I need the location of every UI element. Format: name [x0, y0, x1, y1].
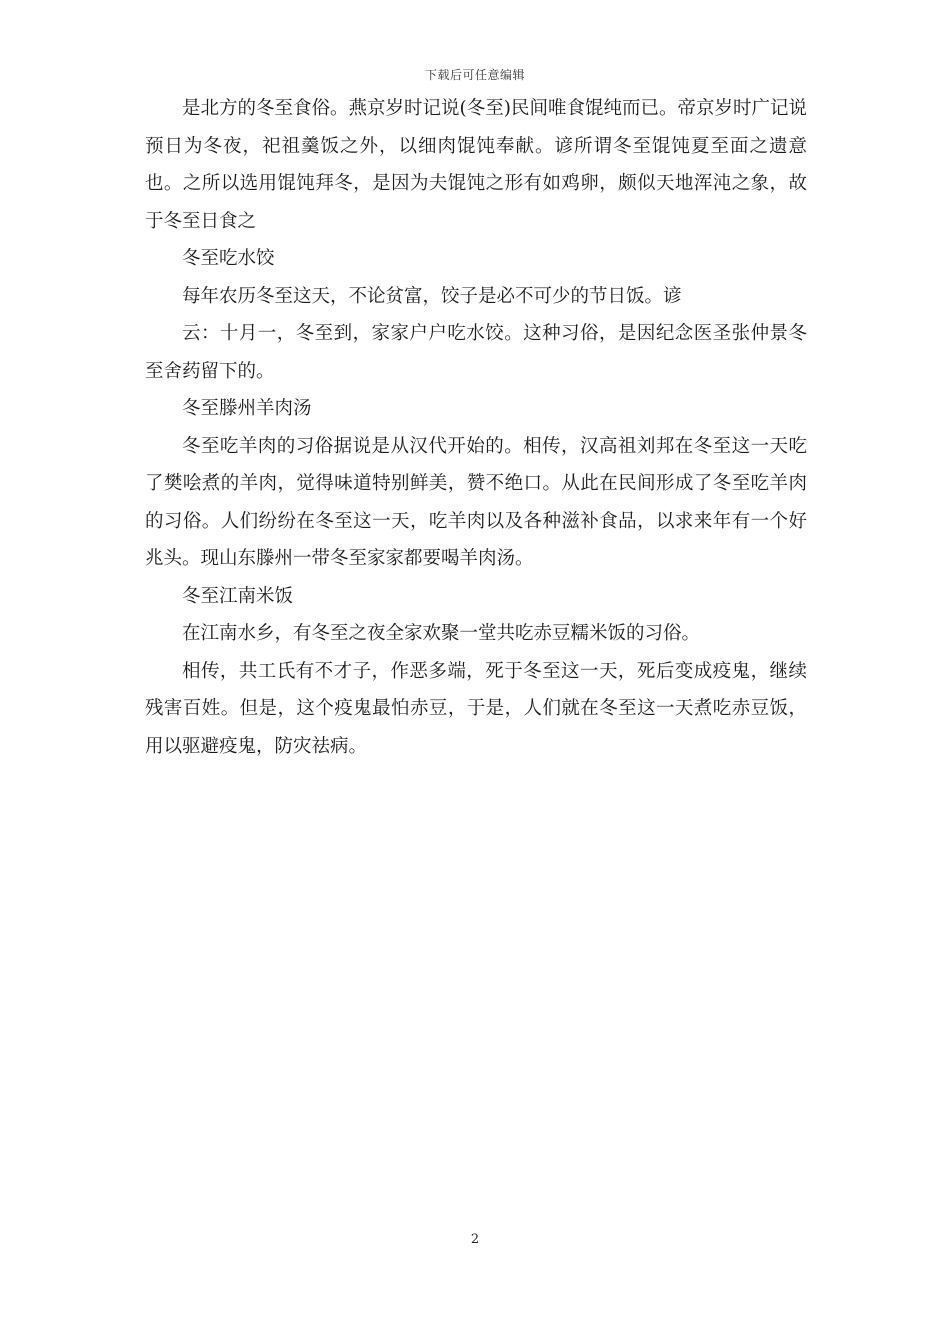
page-number: 2 [470, 1232, 480, 1247]
paragraph-dumplings-saying: 云：十月一，冬至到，家家户户吃水饺。这种习俗，是因纪念医圣张仲景冬至舍药留下的。 [145, 323, 807, 382]
section-heading-jiangnan-rice: 冬至江南米饭 [182, 585, 294, 607]
paragraph-jiangnan-rice-intro: 在江南水乡，有冬至之夜全家欢聚一堂共吃赤豆糯米饭的习俗。 [182, 623, 701, 644]
paragraph-jiangnan-rice-legend: 相传，共工氏有不才子，作恶多端，死于冬至这一天，死后变成疫鬼，继续残害百姓。但是，这个疫鬼最怕赤豆，于是，人们就在冬至这一天煮吃赤豆饭，用以驱避疫鬼，防灾祛病。 [145, 660, 807, 757]
paragraph-mutton-soup: 冬至吃羊肉的习俗据说是从汉代开始的。相传，汉高祖刘邦在冬至这一天吃了樊哙煮的羊肉，觉得味道特别鲜美，赞不绝口。从此在民间形成了冬至吃羊肉的习俗。人们纷纷在冬至这一天，吃羊肉以及各种滋补食品，以求来年有一个好兆头。现山东滕州一带冬至家家都要喝羊肉汤。 [145, 435, 807, 569]
section-heading-dumplings: 冬至吃水饺 [182, 248, 275, 269]
paragraph-dumplings-intro: 每年农历冬至这天，不论贫富，饺子是必不可少的节日饭。谚 [182, 285, 682, 307]
page-header: 下载后可任意编辑 [424, 68, 525, 82]
section-heading-mutton-soup: 冬至滕州羊肉汤 [182, 398, 312, 419]
paragraph-wonton-custom: 是北方的冬至食俗。燕京岁时记说(冬至)民间唯食馄纯而已。帝京岁时广记说预日为冬夜，祀祖羹饭之外，以细肉馄饨奉献。谚所谓冬至馄饨夏至面之遗意也。之所以选用馄饨拜冬，是因为夫馄饨之形有如鸡卵，颇似天地浑沌之象，故于冬至日食之 [145, 98, 807, 232]
body-text [145, 90, 807, 765]
